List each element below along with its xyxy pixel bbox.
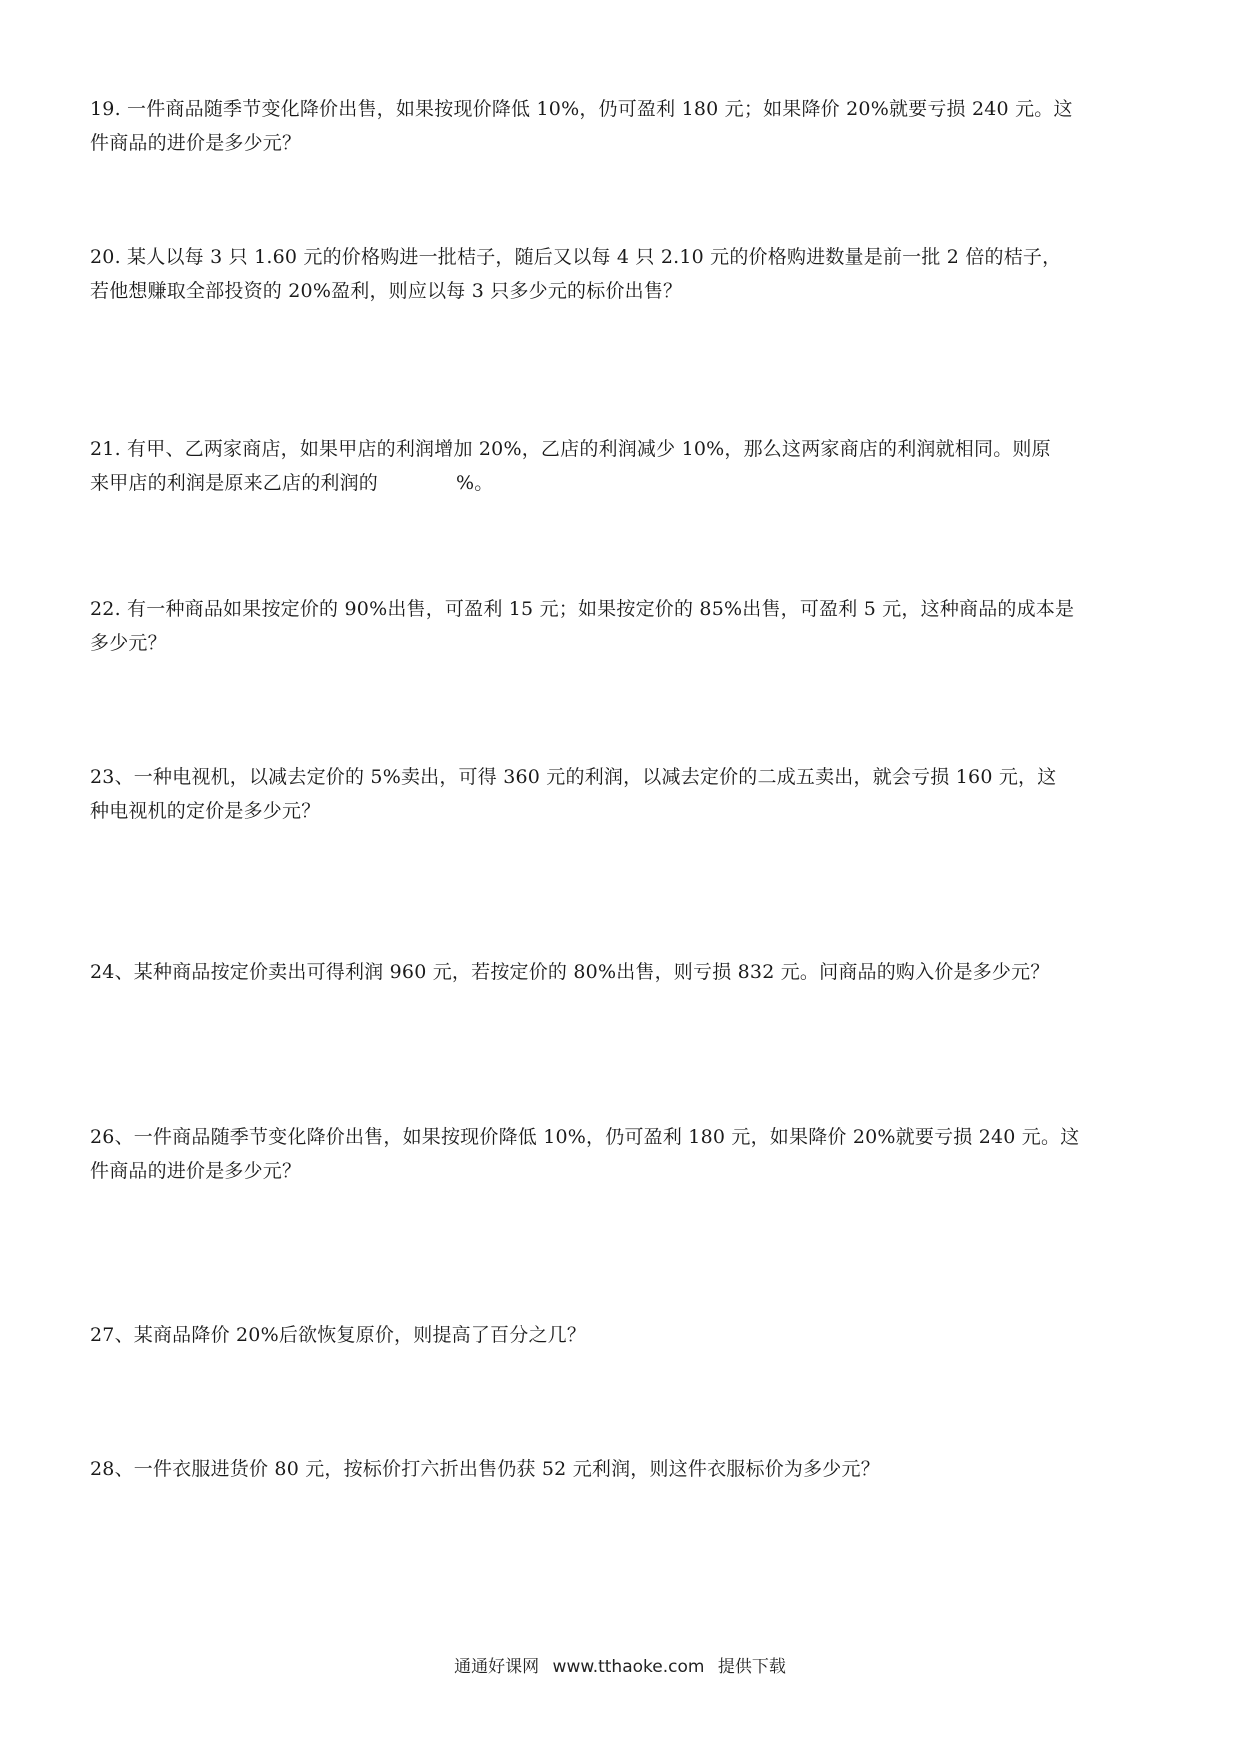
problem-22 [90, 592, 1160, 660]
footer-url: www.tthaoke.com [552, 1657, 705, 1677]
problem-line: 21. 有甲、乙两家商店，如果甲店的利润增加 20%，乙店的利润减少 10%，那么这两家商店的利润就相同。则原 [90, 438, 1051, 460]
problem-line: 种电视机的定价是多少元？ [90, 800, 321, 822]
problem-line: 20. 某人以每 3 只 1.60 元的价格购进一批桔子，随后又以每 4 只 2.10 元的价格购进数量是前一批 2 倍的桔子， [90, 246, 1062, 268]
problem-text: %。 [456, 472, 494, 494]
problem-line: 件商品的进价是多少元？ [90, 1160, 302, 1182]
problem-line [90, 466, 1160, 500]
problem-text: 来甲店的利润是原来乙店的利润的 [90, 472, 379, 494]
problem-line: 19. 一件商品随季节变化降价出售，如果按现价降低 10%，仍可盈利 180 元；如果降价 20%就要亏损 240 元。这 [90, 98, 1073, 120]
problem-line: 多少元？ [90, 632, 167, 654]
problem-line: 26、一件商品随季节变化降价出售，如果按现价降低 10%，仍可盈利 180 元，如果降价 20%就要亏损 240 元。这 [90, 1126, 1080, 1148]
problem-line: 若他想赚取全部投资的 20%盈利，则应以每 3 只多少元的标价出售？ [90, 280, 683, 302]
problem-line: 23、一种电视机，以减去定价的 5%卖出，可得 360 元的利润，以减去定价的二成五卖出，就会亏损 160 元，这 [90, 766, 1057, 788]
problem-26 [90, 1120, 1160, 1188]
problem-line: 24、某种商品按定价卖出可得利润 960 元，若按定价的 80%出售，则亏损 832 元。问商品的购入价是多少元？ [90, 961, 1050, 983]
footer-note: 提供下载 [717, 1657, 786, 1677]
footer-site-name: 通通好课网 [454, 1657, 540, 1677]
page-footer [0, 1652, 1240, 1677]
problem-19 [90, 92, 1160, 160]
problem-20 [90, 240, 1160, 308]
problem-line: 28、一件衣服进货价 80 元，按标价打六折出售仍获 52 元利润，则这件衣服标价为多少元？ [90, 1458, 880, 1480]
problem-27 [90, 1318, 1160, 1352]
problem-line: 27、某商品降价 20%后欲恢复原价，则提高了百分之几？ [90, 1324, 587, 1346]
problem-line: 件商品的进价是多少元？ [90, 132, 302, 154]
problem-line: 22. 有一种商品如果按定价的 90%出售，可盈利 15 元；如果按定价的 85%出售，可盈利 5 元，这种商品的成本是 [90, 598, 1075, 620]
problem-28 [90, 1452, 1160, 1486]
problem-21 [90, 432, 1160, 500]
problem-23 [90, 760, 1160, 828]
problem-24 [90, 955, 1160, 989]
